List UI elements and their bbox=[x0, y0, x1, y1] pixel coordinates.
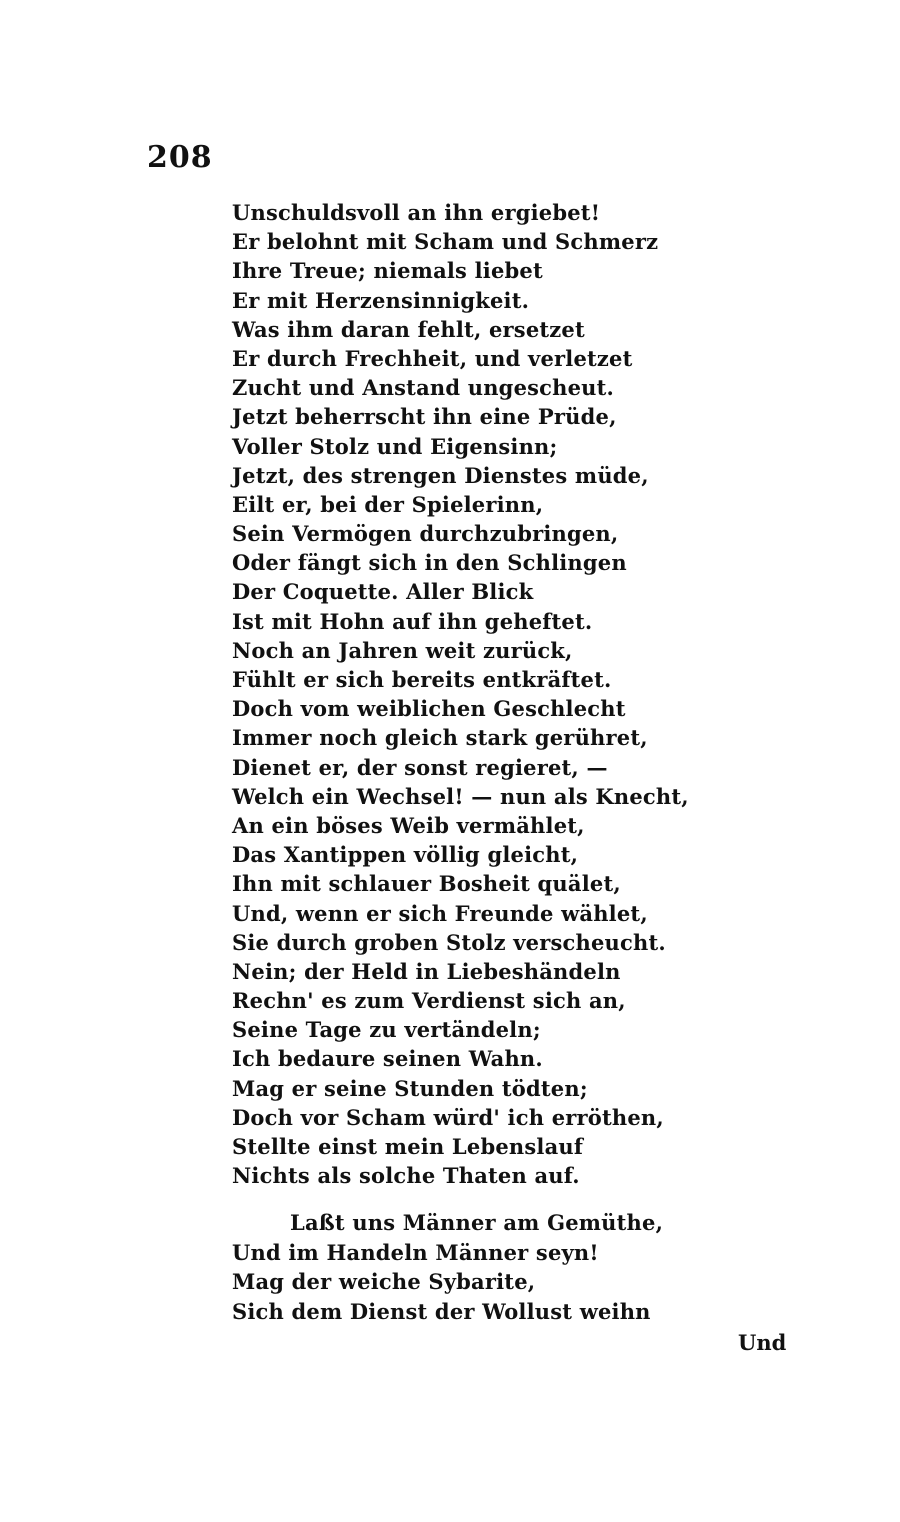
verse-line: Dienet er, der sonst regieret, — bbox=[232, 754, 608, 780]
verse-line: Fühlt er sich bereits entkräftet. bbox=[232, 667, 612, 692]
verse-line: Immer noch gleich stark gerühret, bbox=[232, 725, 648, 751]
verse-line: An ein böses Weib vermählet, bbox=[232, 812, 585, 838]
verse-line: Und im Handeln Männer seyn! bbox=[232, 1239, 599, 1265]
verse-line: Jetzt, des strengen Dienstes müde, bbox=[232, 462, 649, 488]
verse-line: Voller Stolz und Eigensinn; bbox=[232, 433, 558, 459]
verse-line: Nichts als solche Thaten auf. bbox=[232, 1163, 580, 1189]
verse-line: Was ihm daran fehlt, ersetzet bbox=[232, 316, 585, 342]
verse-line: Mag er seine Stunden tödten; bbox=[232, 1075, 588, 1101]
verse-line: Doch vor Scham würd' ich erröthen, bbox=[232, 1104, 664, 1130]
verse-line: Jetzt beherrscht ihn eine Prüde, bbox=[232, 404, 617, 430]
verse-line: Ihn mit schlauer Bosheit quälet, bbox=[232, 871, 621, 897]
verse-line: Welch ein Wechsel! — nun als Knecht, bbox=[232, 783, 689, 809]
verse-line: Der Coquette. Aller Blick bbox=[232, 579, 534, 605]
verse-line: Das Xantippen völlig gleicht, bbox=[232, 842, 579, 868]
verse-line: Sie durch groben Stolz verscheucht. bbox=[232, 929, 666, 955]
verse-line: Rechn' es zum Verdienst sich an, bbox=[232, 988, 626, 1014]
verse-line: Sich dem Dienst der Wollust weihn bbox=[232, 1298, 651, 1324]
verse-line: Er belohnt mit Scham und Schmerz bbox=[232, 229, 659, 255]
verse-line: Ich bedaure seinen Wahn. bbox=[232, 1046, 543, 1072]
verse-line: Sein Vermögen durchzubringen, bbox=[232, 521, 619, 547]
verse-line: Noch an Jahren weit zurück, bbox=[232, 637, 573, 663]
verse-line: Laßt uns Männer am Gemüthe, bbox=[290, 1210, 664, 1235]
verse-line: Ihre Treue; niemals liebet bbox=[232, 258, 543, 284]
verse-line: Er mit Herzensinnigkeit. bbox=[232, 287, 530, 313]
verse-line: Oder fängt sich in den Schlingen bbox=[232, 550, 627, 576]
verse-line: Mag der weiche Sybarite, bbox=[232, 1269, 536, 1294]
verse-line: Doch vom weiblichen Geschlecht bbox=[232, 696, 626, 722]
verse-line: Und, wenn er sich Freunde wählet, bbox=[232, 900, 648, 926]
verse-line: Zucht und Anstand ungescheut. bbox=[232, 375, 615, 401]
verse-line: Ist mit Hohn auf ihn geheftet. bbox=[232, 608, 593, 634]
verse-line: Er durch Frechheit, und verletzet bbox=[232, 345, 633, 371]
catchword: Und bbox=[738, 1330, 787, 1355]
verse-line: Stellte einst mein Lebenslauf bbox=[232, 1134, 584, 1159]
stanza-2 bbox=[232, 1208, 663, 1326]
verse-line: Eilt er, bei der Spielerinn, bbox=[232, 491, 544, 517]
verse-line: Unschuldsvoll an ihn ergiebet! bbox=[232, 200, 601, 225]
page-number: 208 bbox=[147, 140, 213, 175]
verse-line: Nein; der Held in Liebeshändeln bbox=[232, 958, 621, 984]
verse-line: Seine Tage zu vertändeln; bbox=[232, 1017, 541, 1043]
stanza-1 bbox=[232, 198, 689, 1190]
